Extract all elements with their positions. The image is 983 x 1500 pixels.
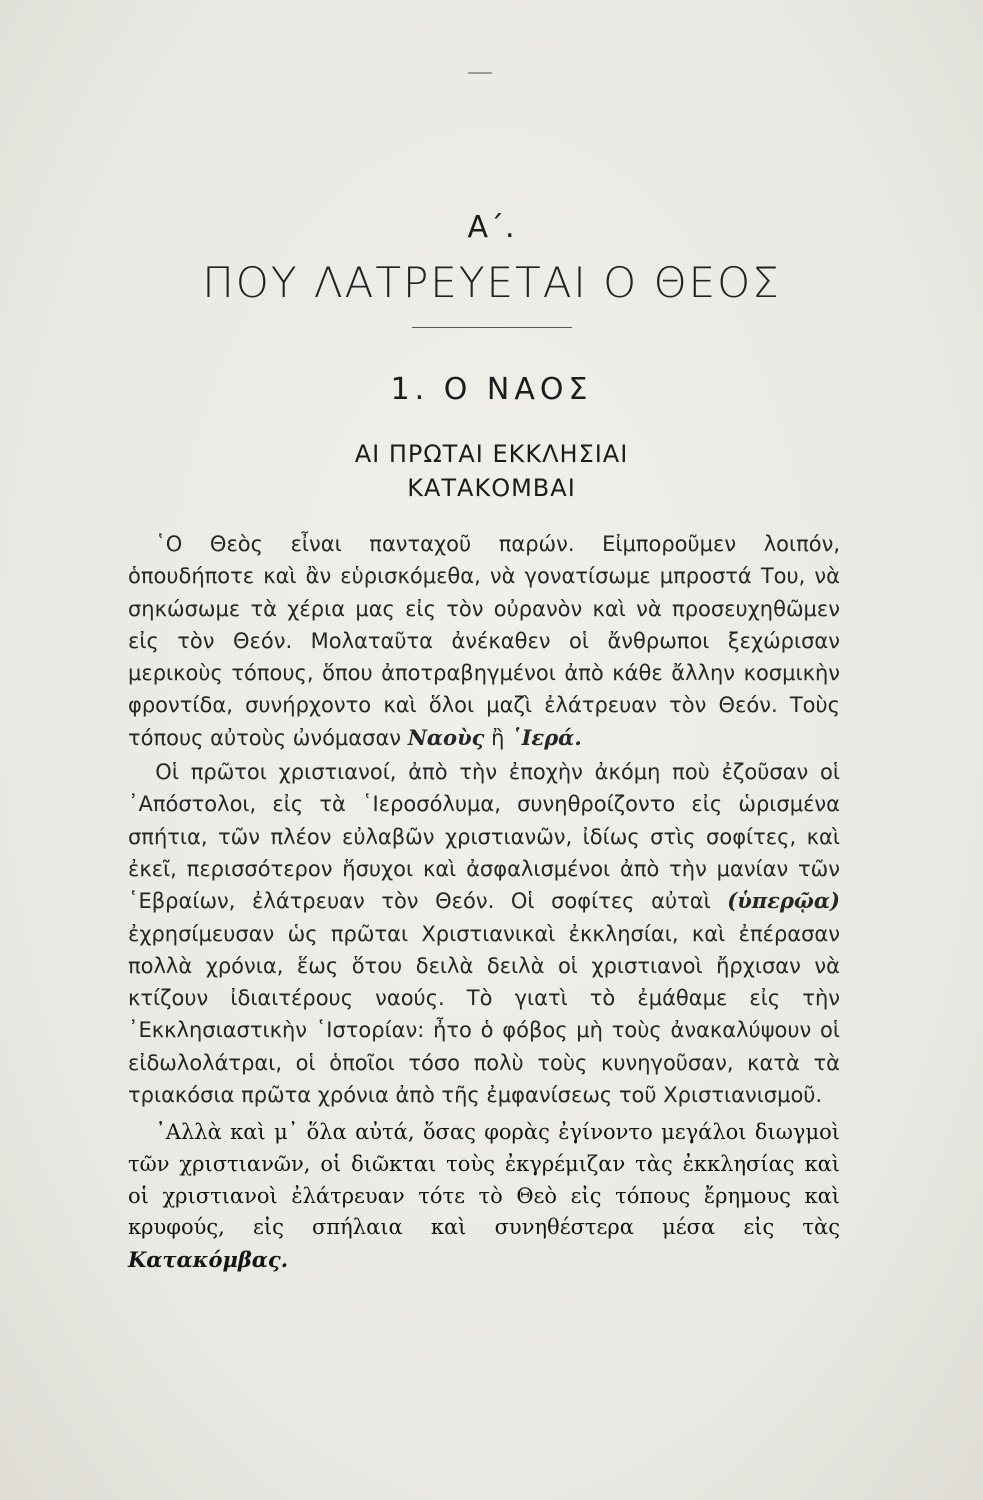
term-naous: Ναοὺς [407,724,485,750]
paragraph-3 [128,1117,840,1276]
body-text [128,528,840,1276]
term-hyperoa: (ὑπερῷα) [727,888,840,914]
term-katakomvas: Κατακόμβας. [128,1246,289,1272]
paragraph-2 [128,756,840,1111]
paragraph-2-text-a: Οἱ πρῶτοι χριστιανοί, ἀπὸ τὴν ἐποχὴν ἀκόμη ποὺ ἐζοῦσαν οἱ ᾽Απόστολοι, εἰς τὰ ῾Ιεροσόλυμα, συνηθροίζοντο εἰς ὡρισμένα σπήτια, τῶν πλέον εὐλαβῶν χριστιανῶν, ἰδίως στὶς σοφίτες, καὶ ἐκεῖ, περισσότερον ἥσυχοι καὶ ἀσφαλισμένοι ἀπὸ τὴν μανίαν τῶν ῾Εβραίων, ἐλάτρευαν τὸν Θεόν. Οἱ σοφίτες αὐταὶ [128,760,840,914]
section-heading: 1. Ο ΝΑΟΣ [390,372,593,407]
paragraph-1 [128,528,840,754]
page-folio-mark [468,72,492,74]
paragraph-1-text: ῾Ο Θεὸς εἶναι πανταχοῦ παρών. Εἰμποροῦμεν λοιπόν, ὁπουδήποτε καὶ ἂν εὑρισκόμεθα, νὰ γονατίσωμε μπροστά Του, νὰ σηκώσωμε τὰ χέρια μας εἰς τὸν οὐρανὸν καὶ νὰ προσευχηθῶμεν εἰς τὸν Θεόν. Μολαταῦτα ἀνέκαθεν οἱ ἄνθρωποι ξεχώρισαν μερικοὺς τόπους, ὅπου ἀποτραβηγμένοι ἀπὸ κάθε ἄλλην κοσμικὴν φροντίδα, συνήρχοντο καὶ ὅλοι μαζὶ ἐλάτρευαν τὸν Θεόν. Τοὺς τόπους αὐτοὺς ὠνόμασαν [128,532,840,750]
chapter-number: Α΄. [467,210,516,245]
chapter-title: ΠΟΥ ΛΑΤΡΕΥΕΤΑΙ Ο ΘΕΟΣ [202,258,781,307]
subtitle-line-1: ΑΙ ΠΡΩΤΑΙ ΕΚΚΛΗΣΙΑΙ [354,440,629,468]
title-divider [412,327,572,328]
paragraph-1-conjunction: ἢ [484,725,512,750]
subtitle-line-2: ΚΑΤΑΚΟΜΒΑΙ [407,474,576,502]
paragraph-3-text: ᾽Αλλὰ καὶ μ᾽ ὅλα αὐτά, ὅσας φορὰς ἐγίνοντο μεγάλοι διωγμοὶ τῶν χριστιανῶν, οἱ διῶκται τοὺς ἐκγρέμιζαν τὰς ἐκκλησίας καὶ οἱ χριστιανοὶ ἐλάτρευαν τότε τὸ Θεὸ εἰς τόπους ἔρημους καὶ κρυφούς, εἰς σπήλαια καὶ συνηθέστερα μέσα εἰς τὰς [128,1120,840,1240]
paragraph-2-text-b: ἐχρησίμευσαν ὡς πρῶται Χριστιανικαὶ ἐκκλησίαι, καὶ ἐπέρασαν πολλὰ χρόνια, ἕως ὅτου δειλὰ δειλὰ οἱ χριστιανοὶ ἤρχισαν νὰ κτίζουν ἰδιαιτέρους ναούς. Τὸ γιατὶ τὸ ἐμάθαμε εἰς τὴν ᾽Εκκλησιαστικὴν ῾Ιστορίαν: ἦτο ὁ φόβος μὴ τοὺς ἀνακαλύψουν οἱ εἰδωλολάτραι, οἱ ὁποῖοι τόσο πολὺ τοὺς κυνηγοῦσαν, κατὰ τὰ τριακόσια πρῶτα χρόνια ἀπὸ τῆς ἐμφανίσεως τοῦ Χριστιανισμοῦ. [128,921,840,1108]
term-iera: ῾Ιερά. [511,724,582,750]
